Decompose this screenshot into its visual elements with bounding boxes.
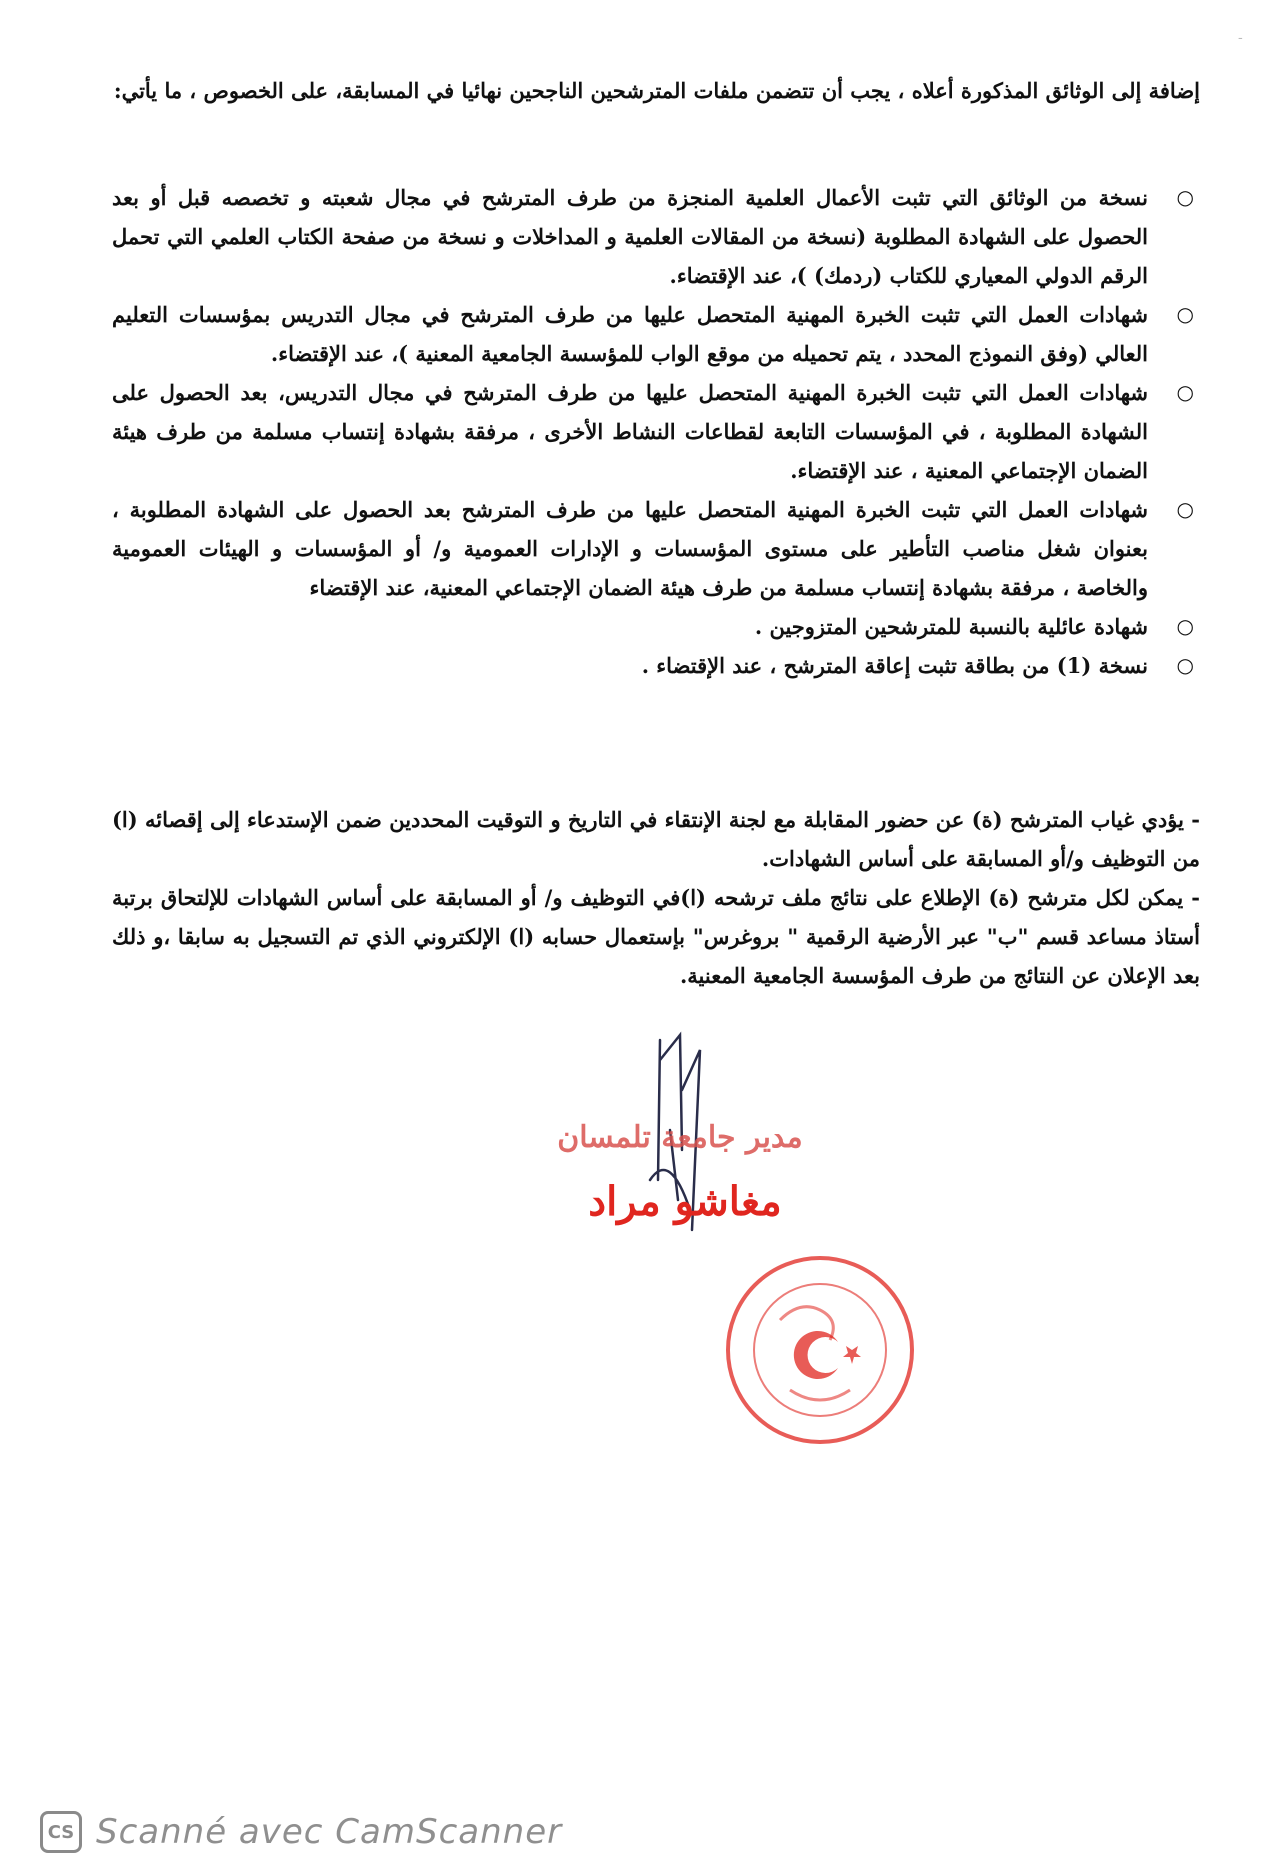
intro-paragraph: إضافة إلى الوثائق المذكورة أعلاه ، يجب أن تتضمن ملفات المترشحين الناجحين نهائيا في المسابقة، على الخصوص ، ما يأتي: — [113, 78, 1200, 103]
scanner-caption: Scanné avec CamScanner — [96, 1812, 563, 1852]
bullet-circle-icon: ○ — [1176, 185, 1194, 209]
scanner-footer — [40, 1810, 562, 1854]
list-item — [112, 373, 1200, 490]
signature-block — [520, 1030, 980, 1470]
list-item — [112, 646, 1200, 685]
bullet-circle-icon: ○ — [1176, 614, 1194, 638]
list-item-text: شهادات العمل التي تثبت الخبرة المهنية المتحصل عليها من طرف المترشح في مجال التدريس، بعد الحصول على الشهادة المطلوبة ، في المؤسسات التابعة لقطاعات النشاط الأخرى ، مرفقة بشهادة إنتساب مسلمة من طرف هيئة الضمان الإجتماعي المعنية ، عند الإقتضاء. — [112, 380, 1148, 483]
list-item — [112, 178, 1200, 295]
list-item — [112, 607, 1200, 646]
bullet-circle-icon: ○ — [1176, 653, 1194, 677]
list-item-text: شهادات العمل التي تثبت الخبرة المهنية المتحصل عليها من طرف المترشح في مجال التدريس بمؤسسات التعليم العالي (وفق النموذج المحدد ، يتم تحميله من موقع الواب للمؤسسة الجامعية المعنية )، عند الإقتضاء. — [112, 302, 1148, 366]
camscanner-logo-icon: CS — [40, 1811, 82, 1853]
list-item-text: نسخة (1) من بطاقة تثبت إعاقة المترشح ، عند الإقتضاء . — [641, 653, 1148, 678]
scan-corner-mark: - — [1238, 30, 1243, 46]
official-seal-icon — [720, 1250, 920, 1450]
required-documents-list — [112, 178, 1200, 685]
list-item — [112, 295, 1200, 373]
list-item-text: نسخة من الوثائق التي تثبت الأعمال العلمية المنجزة من طرف المترشح في مجال شعبته و تخصصه قبل أو بعد الحصول على الشهادة المطلوبة (نسخة من المقالات العلمية و المداخلات و نسخة من صفحة الكتاب العلمي التي تحمل الرقم الدولي المعياري للكتاب (ردمك) )، عند الإقتضاء. — [112, 185, 1148, 288]
list-item — [112, 490, 1200, 607]
bullet-circle-icon: ○ — [1176, 497, 1194, 521]
list-item-text: شهادات العمل التي تثبت الخبرة المهنية المتحصل عليها من طرف المترشح بعد الحصول على الشهادة المطلوبة ، بعنوان شغل مناصب التأطير على مستوى المؤسسات و الإدارات العمومية و/ أو المؤسسات و الهيئات العمومية والخاصة ، مرفقة بشهادة إنتساب مسلمة من طرف هيئة الضمان الإجتماعي المعنية، عند الإقتضاء — [112, 497, 1148, 600]
bullet-circle-icon: ○ — [1176, 380, 1194, 404]
list-item-text: شهادة عائلية بالنسبة للمترشحين المتزوجين . — [754, 614, 1148, 639]
signatory-title: مدير جامعة تلمسان — [557, 1120, 803, 1155]
note-absence: - يؤدي غياب المترشح (ة) عن حضور المقابلة مع لجنة الإنتقاء في التاريخ و التوقيت المحددين ضمن الإستدعاء إلى إقصائه (ا) من التوظيف و/أو المسابقة على أساس الشهادات. — [112, 807, 1200, 871]
signatory-name: مغاشو مراد — [588, 1178, 782, 1225]
notes-section — [112, 800, 1200, 995]
note-results: - يمكن لكل مترشح (ة) الإطلاع على نتائج ملف ترشحه (ا)في التوظيف و/ أو المسابقة على أساس الشهادات للإلتحاق برتبة أستاذ مساعد قسم "ب" عبر الأرضية الرقمية " بروغرس" بإستعمال حسابه (ا) الإلكتروني الذي تم التسجيل به سابقا ،و ذلك بعد الإعلان عن النتائج من طرف المؤسسة الجامعية المعنية. — [112, 885, 1200, 988]
bullet-circle-icon: ○ — [1176, 302, 1194, 326]
